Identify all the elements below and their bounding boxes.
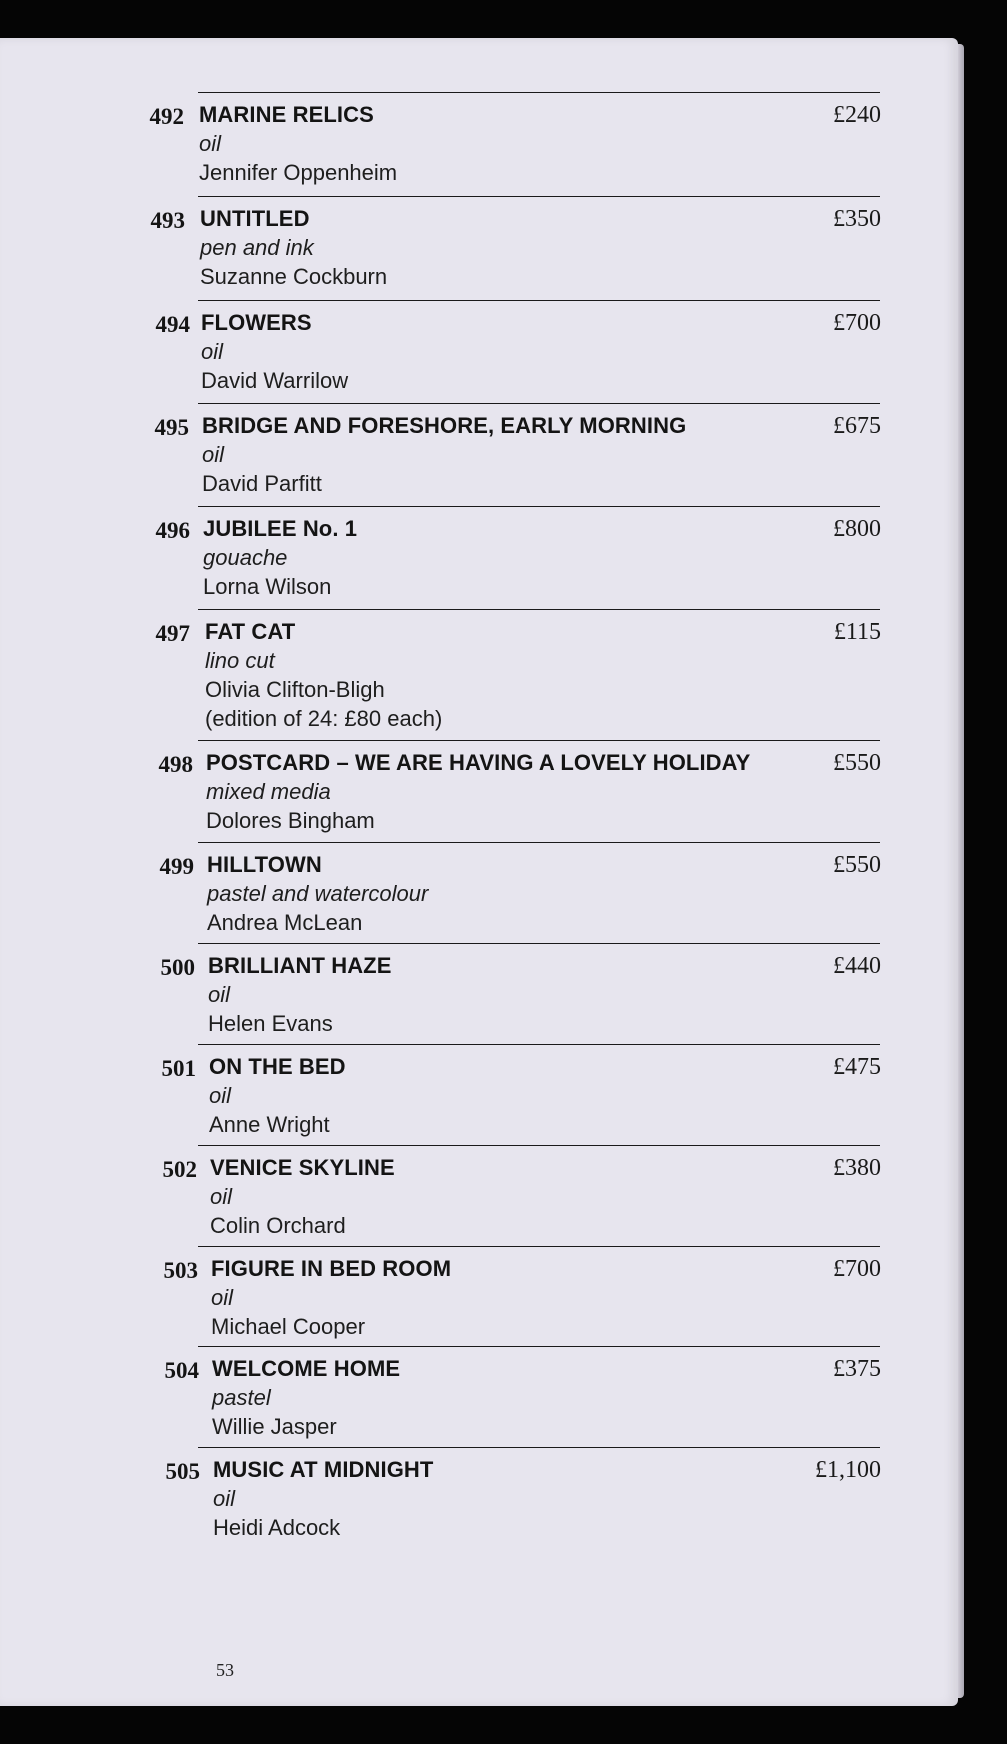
lot-number: 498 [158, 752, 193, 777]
lot-artist: Michael Cooper [211, 1314, 366, 1339]
page-edge [958, 44, 964, 1698]
lot-medium: pastel and watercolour [207, 881, 429, 906]
lot-divider [198, 1246, 880, 1247]
lot-number: 497 [155, 621, 190, 646]
lot-price: £700 [833, 1256, 881, 1282]
lot-medium: mixed media [206, 779, 331, 804]
lot-number: 495 [154, 415, 189, 440]
lot-title: BRILLIANT HAZE [208, 953, 392, 978]
lot-title: JUBILEE No. 1 [203, 516, 358, 541]
page-number: 53 [216, 1660, 234, 1680]
lot-number: 496 [155, 518, 190, 543]
lot-price: £350 [833, 206, 881, 232]
lot-number: 504 [164, 1358, 199, 1383]
lot-artist: Dolores Bingham [206, 808, 375, 833]
lot-price: £475 [833, 1054, 881, 1080]
lot-price: £375 [833, 1356, 881, 1382]
lot-artist: Willie Jasper [212, 1414, 337, 1439]
lot-artist: Anne Wright [209, 1112, 330, 1137]
lot-artist: Andrea McLean [207, 910, 363, 935]
lot-divider [198, 92, 880, 93]
lot-title: MUSIC AT MIDNIGHT [213, 1457, 434, 1482]
lot-artist: Suzanne Cockburn [200, 264, 388, 289]
lot-number: 494 [155, 312, 190, 337]
lot-title: FLOWERS [201, 310, 312, 335]
lot-divider [198, 1346, 880, 1347]
lot-divider [198, 740, 880, 741]
lot-price: £800 [833, 516, 881, 542]
lot-divider [198, 1145, 880, 1146]
lot-divider [198, 403, 880, 404]
lot-price: £380 [833, 1155, 881, 1181]
lot-divider [198, 1447, 880, 1448]
lot-price: £440 [833, 953, 881, 979]
lot-artist: Helen Evans [208, 1011, 333, 1036]
lot-medium: lino cut [205, 648, 275, 673]
lot-medium: oil [209, 1083, 232, 1108]
lot-title: HILLTOWN [207, 852, 322, 877]
lot-number: 499 [159, 854, 194, 879]
lot-number: 503 [163, 1258, 198, 1283]
lot-medium: oil [202, 442, 225, 467]
lot-divider [198, 300, 880, 301]
lot-artist: Jennifer Oppenheim [199, 160, 398, 185]
lot-title: FAT CAT [205, 619, 296, 644]
lot-price: £700 [833, 310, 881, 336]
lot-title: WELCOME HOME [212, 1356, 401, 1381]
lot-title: MARINE RELICS [199, 102, 374, 127]
lot-edition: (edition of 24: £80 each) [205, 706, 443, 731]
lot-medium: oil [208, 982, 231, 1007]
lot-title: FIGURE IN BED ROOM [211, 1256, 452, 1281]
lot-title: UNTITLED [200, 206, 310, 231]
lot-medium: oil [210, 1184, 233, 1209]
lot-price: £1,100 [815, 1457, 881, 1483]
lot-artist: David Parfitt [202, 471, 322, 496]
lot-medium: pastel [212, 1385, 271, 1410]
lot-number: 505 [165, 1459, 200, 1484]
lot-price: £550 [833, 852, 881, 878]
lot-medium: gouache [203, 545, 288, 570]
lot-divider [198, 842, 880, 843]
lot-medium: pen and ink [200, 235, 314, 260]
lot-medium: oil [201, 339, 224, 364]
lot-title: ON THE BED [209, 1054, 346, 1079]
lot-title: POSTCARD – WE ARE HAVING A LOVELY HOLIDAY [206, 750, 751, 775]
lot-artist: David Warrilow [201, 368, 349, 393]
lot-divider [198, 943, 880, 944]
lot-artist: Olivia Clifton-Bligh [205, 677, 385, 702]
lot-divider [198, 196, 880, 197]
lot-price: £550 [833, 750, 881, 776]
lot-price: £240 [833, 102, 881, 128]
lot-divider [198, 1044, 880, 1045]
lot-artist: Lorna Wilson [203, 574, 332, 599]
lot-title: BRIDGE AND FORESHORE, EARLY MORNING [202, 413, 687, 438]
lot-divider [198, 506, 880, 507]
lot-title: VENICE SKYLINE [210, 1155, 395, 1180]
lot-number: 492 [149, 104, 184, 129]
lot-medium: oil [199, 131, 222, 156]
lot-number: 501 [161, 1056, 196, 1081]
lot-artist: Heidi Adcock [213, 1515, 341, 1540]
lot-price: £115 [833, 619, 881, 645]
lot-medium: oil [213, 1486, 236, 1511]
lot-artist: Colin Orchard [210, 1213, 346, 1238]
lot-number: 493 [150, 208, 185, 233]
lot-divider [198, 609, 880, 610]
lot-number: 500 [160, 955, 195, 980]
lot-number: 502 [162, 1157, 197, 1182]
lot-medium: oil [211, 1285, 234, 1310]
lot-price: £675 [833, 413, 881, 439]
